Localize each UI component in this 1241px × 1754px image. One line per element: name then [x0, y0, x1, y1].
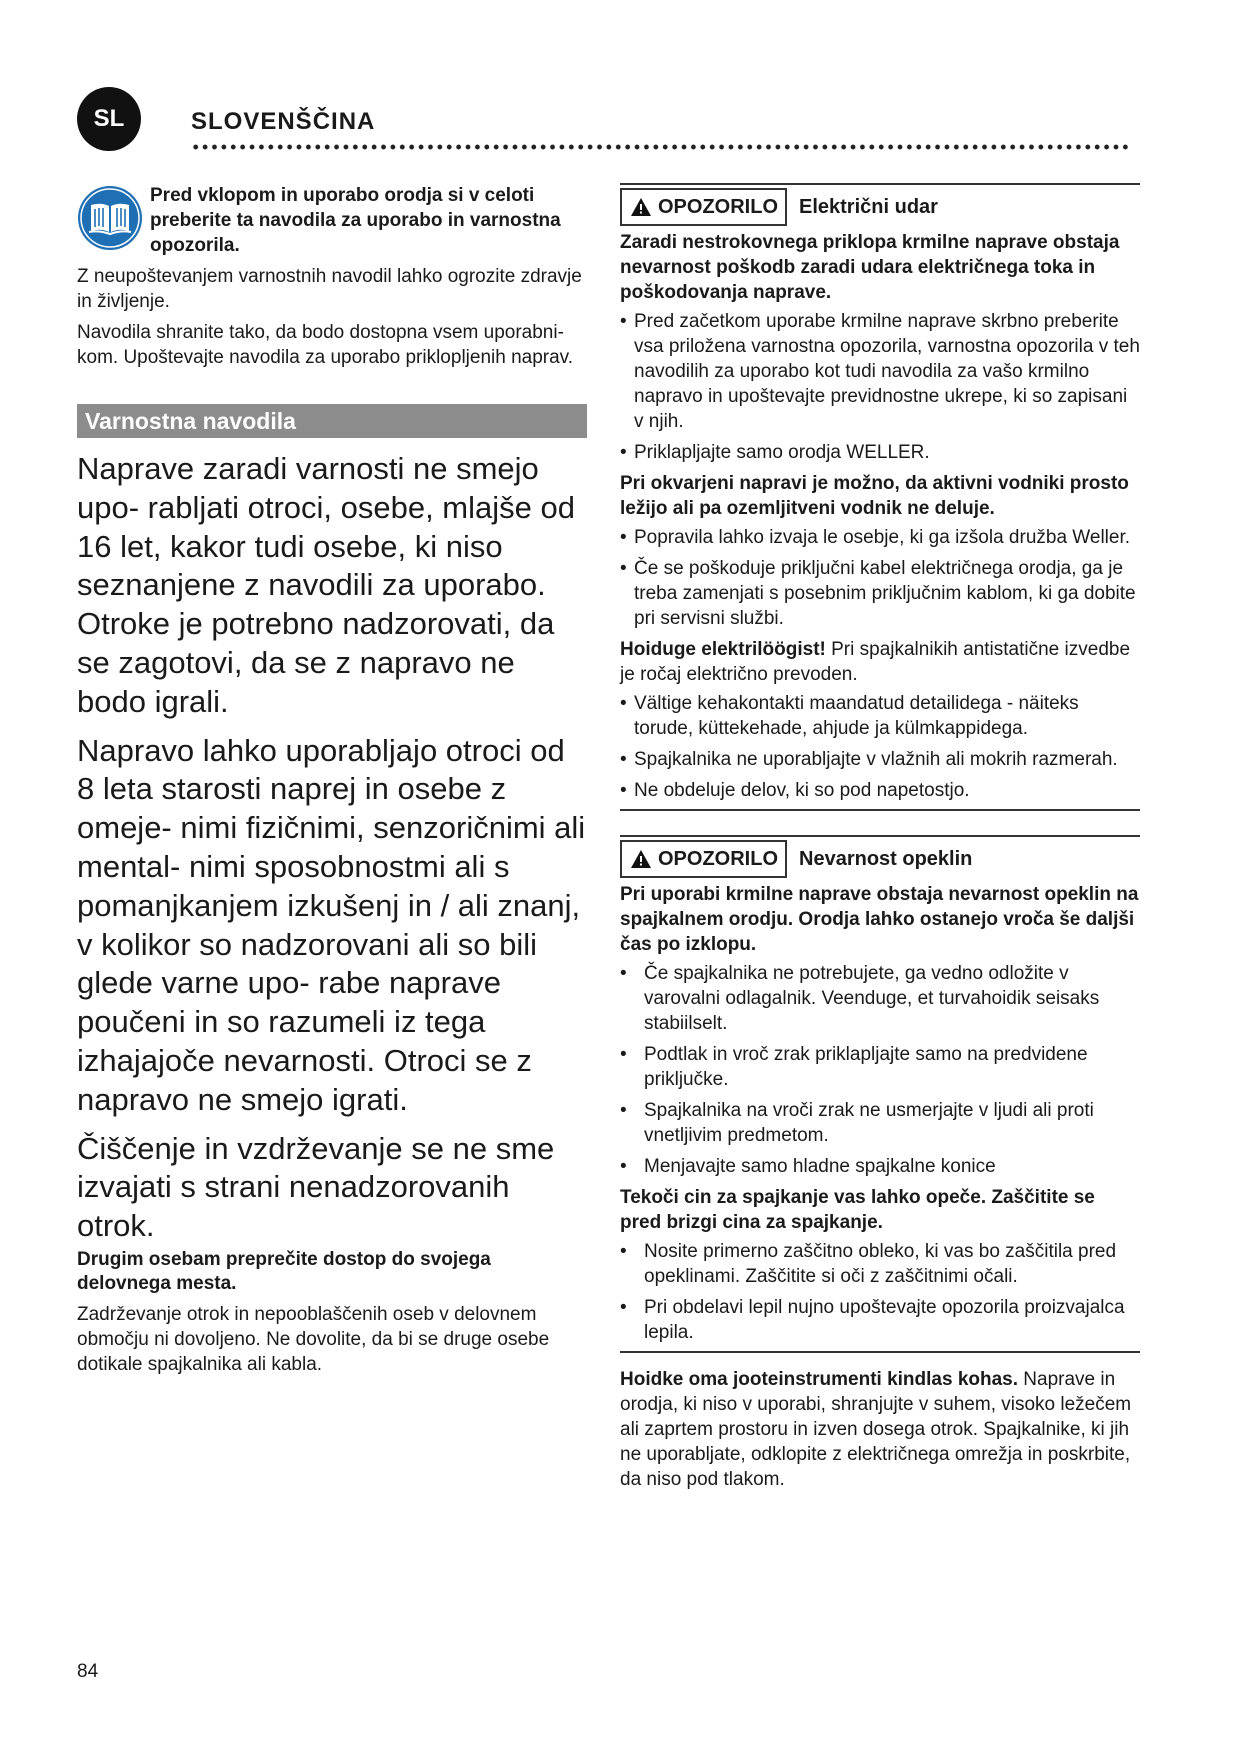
warning-bold-text: Tekoči cin za spajkanje vas lahko opeče. Zaščitite se pred brizgi cina za spajkanje. — [620, 1187, 1095, 1233]
warning-bold-text: Pri uporabi krmilne naprave obstaja nevarnost opeklin na spajkalnem orodju. Orodja lahko ostanejo vroča še daljši čas po izklopu. — [620, 884, 1139, 955]
bullet-list — [620, 691, 1140, 803]
warning-label — [620, 188, 787, 226]
cleaning-maintenance-text: Čiščenje in vzdrževanje se ne sme izvajati s strani nenadzorovanih otrok. — [77, 1130, 555, 1244]
warning-box-end — [620, 1351, 1140, 1353]
storage-instructions-text: Navodila shranite tako, da bodo dostopna vsem uporabni- kom. Upoštevajte navodila za uporabo priklopljenih naprav. — [77, 322, 574, 368]
right-column — [620, 183, 1140, 1492]
warning-label — [620, 840, 787, 878]
antistatic-rest: Pri spajkalnikih antistatične izvedbe je ročaj električno prevoden. — [620, 639, 1131, 685]
list-item: • Spajkalnika na vroči zrak ne usmerjajte v ljudi ali proti vnetljivim predmetom. — [620, 1098, 1140, 1148]
list-item: • Če se poškoduje priključni kabel električnega orodja, ga je treba zamenjati s posebnim priključnim kablom, ki ga dobite pri servisni službi. — [620, 556, 1140, 631]
left-column — [77, 183, 587, 1377]
health-warning-text: Z neupoštevanjem varnostnih navodil lahko ogrozite zdravje in življenje. — [77, 266, 582, 312]
list-item: • Ne obdeluje delov, ki so pod napetostjo. — [620, 778, 1140, 803]
warning-title: Nevarnost opeklin — [799, 847, 973, 870]
warning-bold-text: Zaradi nestrokovnega priklopa krmilne naprave obstaja nevarnost poškodb zaradi udara električnega toka in poškodovanja naprave. — [620, 232, 1120, 303]
section-heading-safety: Varnostna navodila — [77, 404, 587, 438]
warning-header — [620, 188, 1140, 226]
warning-label-text: OPOZORILO — [658, 848, 778, 870]
workplace-access-heading: Drugim osebam preprečite dostop do svojega delovnega mesta. — [77, 1248, 491, 1294]
warning-box-electric — [620, 183, 1140, 811]
list-item: • Pred začetkom uporabe krmilne naprave skrbno preberite vsa priložena varnostna opozorila, varnostna opozorila v teh navodilih za uporabo kot tudi navodila za vašo krmilno napravo in upoštevajte previdnostne ukrepe, ki so zapisani v njih. — [620, 309, 1140, 434]
bullet-list — [620, 1239, 1140, 1345]
storage-bold: Hoidke oma jooteinstrumenti kindlas kohas. — [620, 1369, 1019, 1390]
list-item: • Pri obdelavi lepil nujno upoštevajte opozorila proizvajalca lepila. — [620, 1295, 1140, 1345]
language-badge: SL — [77, 87, 141, 151]
page-title: SLOVENŠČINA — [191, 108, 376, 135]
children-age-text: Napravo lahko uporabljajo otroci od 8 leta starosti naprej in osebe z omeje- nimi fizičnimi, senzoričnimi ali mental- nimi sposobnostmi ali s pomanjkanjem izkušenj in / ali znanj, v kolikor so nadzorovani ali so bili glede varne upo- rabe naprave poučeni in so razumeli iz tega izhajajoče nevarnosti. Otroci se z napravo ne smejo igrati. — [77, 732, 586, 1117]
warning-label-text: OPOZORILO — [658, 196, 778, 218]
list-item: • Nosite primerno zaščitno obleko, ki vas bo zaščitila pred opeklinami. Zaščitite si oči z zaščitnimi očali. — [620, 1239, 1140, 1289]
antistatic-bold: Hoiduge elektrilöögist! — [620, 639, 826, 660]
storage-rest: Naprave in orodja, ki niso v uporabi, shranjujte v suhem, visoko ležečem ali zaprtem prostoru in izven dosega otrok. Spajkalnike, ki jih ne uporabljate, odklopite z električnega omrežja in poskrbite, da niso pod tlakom. — [620, 1369, 1132, 1490]
warning-title: Električni udar — [799, 195, 938, 218]
list-item: • Popravila lahko izvaja le osebje, ki ga izšola družba Weller. — [620, 525, 1140, 550]
list-item: • Priklapljajte samo orodja WELLER. — [620, 440, 1140, 465]
warning-box-burn — [620, 835, 1140, 1353]
intro-warning-text: Pred vklopom in uporabo orodja si v celoti preberite ta navodila za uporabo in varnostna opozorila. — [150, 185, 561, 256]
list-item: • Vältige kehakontakti maandatud detailidega - näiteks torude, küttekehade, ahjude ja külmkappidega. — [620, 691, 1140, 741]
list-item: • Podtlak in vroč zrak priklapljajte samo na predvidene priključke. — [620, 1042, 1140, 1092]
workplace-access-text: Zadrževanje otrok in nepooblaščenih oseb v delovnem območju ni dovoljeno. Ne dovolite, da bi se druge osebe dotikale spajkalnika ali kabla. — [77, 1303, 550, 1375]
bullet-list — [620, 309, 1140, 465]
warning-triangle-icon — [630, 849, 652, 869]
storage-text — [620, 1367, 1140, 1492]
book-icon — [77, 185, 143, 251]
warning-header — [620, 840, 1140, 878]
bullet-list — [620, 961, 1140, 1179]
children-safety-text: Naprave zaradi varnosti ne smejo upo- rabljati otroci, osebe, mlajše od 16 let, kakor tudi osebe, ki niso seznanjene z navodili za uporabo. Otroke je potrebno nadzorovati, da se zagotovi, da se z napravo ne bodo igrali. — [77, 451, 575, 719]
list-item: • Spajkalnika ne uporabljajte v vlažnih ali mokrih razmerah. — [620, 747, 1140, 772]
list-item: • Menjavajte samo hladne spajkalne konice — [620, 1154, 1140, 1179]
page-number: 84 — [77, 1661, 99, 1682]
bullet-list — [620, 525, 1140, 631]
dotted-divider — [191, 144, 1131, 150]
warning-bold-text: Pri okvarjeni napravi je možno, da aktivni vodniki prosto ležijo ali pa ozemljitveni vodnik ne deluje. — [620, 473, 1129, 519]
warning-box-end — [620, 809, 1140, 811]
intro-block — [77, 183, 587, 258]
warning-triangle-icon — [630, 197, 652, 217]
list-item: • Če spajkalnika ne potrebujete, ga vedno odložite v varovalni odlagalnik. Veenduge, et turvahoidik seisaks stabiilselt. — [620, 961, 1140, 1036]
antistatic-text — [620, 637, 1140, 687]
